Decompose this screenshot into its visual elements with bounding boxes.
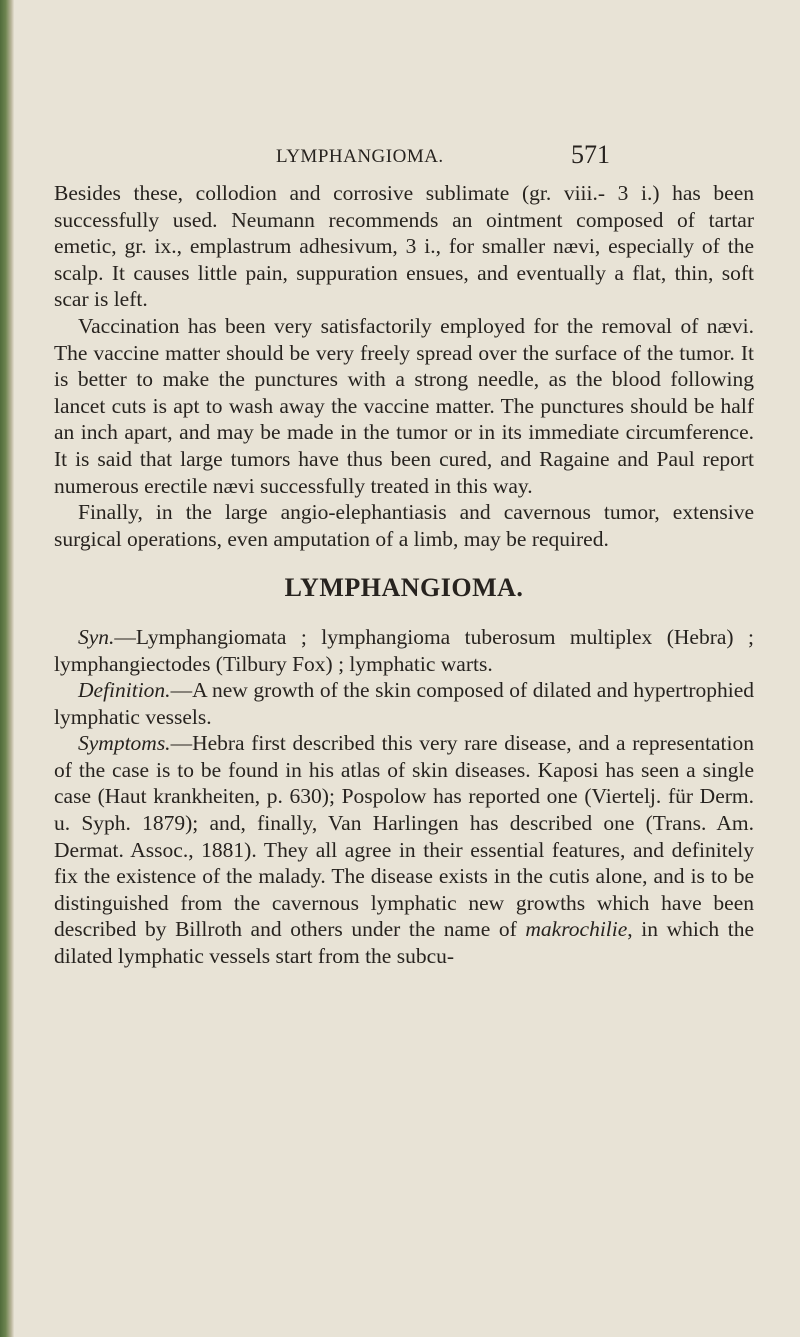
symptoms-tail: , in which the dilated lymphatic vessels start from the subcu- bbox=[54, 917, 754, 969]
paragraph-surgery: Finally, in the large angio-elephantiasis and cavernous tumor, extensive surgical operations, even amputation of a limb, may be required. bbox=[54, 500, 754, 551]
book-page bbox=[14, 0, 800, 1337]
running-head: LYMPHANGIOMA. bbox=[276, 146, 444, 167]
paragraph-symptoms bbox=[54, 730, 754, 969]
section-heading: LYMPHANGIOMA. bbox=[284, 573, 524, 603]
book-binding-edge bbox=[0, 0, 14, 1337]
body-text bbox=[54, 180, 754, 970]
page-number: 571 bbox=[571, 140, 610, 169]
symptoms-label: Symptoms. bbox=[78, 731, 171, 756]
definition-text: —A new growth of the skin composed of dilated and hypertrophied lymphatic vessels. bbox=[54, 678, 754, 729]
synonyms-label: Syn. bbox=[78, 624, 115, 649]
synonyms-text: —Lymphangiomata ; lymphangioma tuberosum multiplex (Hebra) ; lymphangiectodes (Tilbury Fox) ; lymphatic warts. bbox=[54, 624, 754, 676]
paragraph-vaccination: Vaccination has been very satisfactorily employed for the removal of nævi. The vaccine matter should be very freely spread over the surface of the tumor. It is better to make the punctures with a strong needle, as the blood following lancet cuts is apt to wash away the vaccine matter. The punctures should be half an inch apart, and may be made in the tumor or in its immediate circumference. It is said that large tumors have thus been cured, and Ragaine and Paul report numerous erectile nævi successfully treated in this way. bbox=[54, 313, 754, 498]
paragraph-definition bbox=[54, 677, 754, 730]
definition-label: Definition. bbox=[78, 678, 171, 703]
symptoms-text: —Hebra first described this very rare disease, and a representation of the case is to be found in his atlas of skin diseases. Kaposi has seen a single case (Haut krankheiten, p. 630); Pospolow has reported one (Viertelj. für Derm. u. Syph. 1879); and, finally, Van Harlingen has described one (Trans. Am. Dermat. Assoc., 1881). They all agree in their essential features, and definitely fix the existence of the malady. The disease exists in the cutis alone, and is to be distinguished from the cavernous lymphatic new growths which have been described by Billroth and others under the name of bbox=[54, 731, 754, 942]
paragraph-collodion: Besides these, collodion and corrosive sublimate (gr. viii.- 3 i.) has been successfully used. Neumann recommends an ointment composed of tartar emetic, gr. ix., emplastrum adhesivum, 3 i., for smaller nævi, especially of the scalp. It causes little pain, suppuration ensues, and eventually a flat, thin, soft scar is left. bbox=[54, 181, 754, 312]
symptoms-term: makrochilie bbox=[525, 917, 628, 942]
paragraph-synonyms bbox=[54, 624, 754, 677]
